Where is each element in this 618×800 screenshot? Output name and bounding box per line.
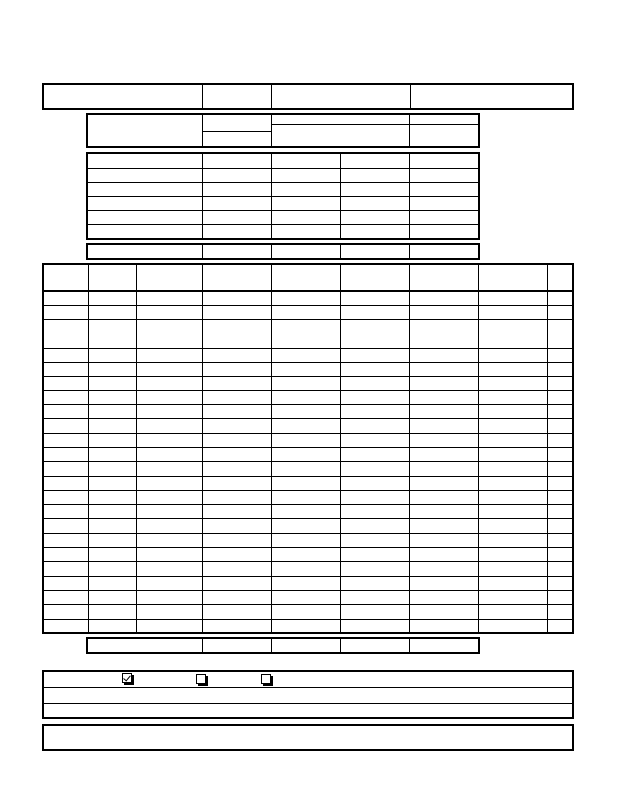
checkbox-3[interactable]: [261, 674, 271, 684]
divider: [409, 115, 410, 146]
row-line: [44, 390, 572, 391]
divider: [271, 639, 272, 652]
divider: [202, 131, 271, 132]
divider: [202, 85, 203, 108]
divider: [271, 85, 272, 108]
summary-grid: [86, 152, 480, 240]
checkbox-1[interactable]: [122, 673, 132, 683]
divider: [340, 639, 341, 652]
detail-table: [42, 263, 574, 634]
row-line: [44, 619, 572, 620]
summary-total-row: [86, 243, 480, 260]
header-underline: [44, 290, 572, 292]
divider: [409, 245, 410, 258]
row-line: [44, 703, 572, 704]
row-line: [44, 504, 572, 505]
detail-total-row: [86, 637, 480, 654]
divider: [202, 639, 203, 652]
row-line: [88, 210, 478, 211]
row-line: [44, 376, 572, 377]
row-line: [44, 319, 572, 320]
row-line: [44, 418, 572, 419]
row-line: [44, 490, 572, 491]
row-line: [44, 404, 572, 405]
row-line: [88, 182, 478, 183]
header-box: [42, 83, 574, 110]
row-line: [88, 224, 478, 225]
footer-box: [42, 724, 574, 751]
row-line: [44, 547, 572, 548]
divider: [202, 245, 203, 258]
row-line: [44, 687, 572, 688]
row-line: [44, 305, 572, 306]
row-line: [44, 533, 572, 534]
divider: [271, 124, 478, 125]
row-line: [44, 561, 572, 562]
row-line: [44, 362, 572, 363]
divider: [271, 245, 272, 258]
row-line: [44, 576, 572, 577]
checkbox-2[interactable]: [196, 674, 206, 684]
row-line: [44, 590, 572, 591]
row-line: [44, 476, 572, 477]
row-line: [88, 196, 478, 197]
subheader-box: [86, 113, 480, 148]
row-line: [44, 604, 572, 605]
divider: [340, 245, 341, 258]
row-line: [88, 168, 478, 169]
row-line: [44, 447, 572, 448]
row-line: [44, 518, 572, 519]
row-line: [44, 348, 572, 349]
row-line: [44, 433, 572, 434]
divider: [271, 115, 272, 146]
row-line: [44, 461, 572, 462]
divider: [409, 639, 410, 652]
divider: [410, 85, 411, 108]
